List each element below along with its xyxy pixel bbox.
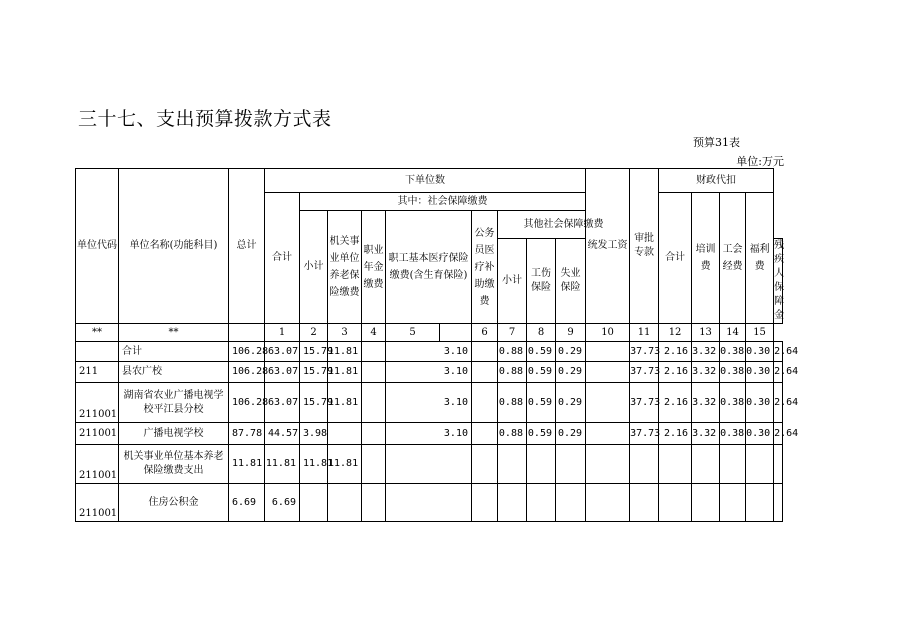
header-finance: 财政代扣 bbox=[659, 169, 774, 193]
cell-c4 bbox=[362, 342, 386, 362]
index-cell: 9 bbox=[556, 324, 586, 342]
cell-c6 bbox=[498, 484, 527, 522]
header-union: 工会经费 bbox=[720, 193, 746, 324]
index-cell: 11 bbox=[630, 324, 659, 342]
header-injury: 工伤保险 bbox=[527, 239, 556, 324]
header-other-subtotal: 小计 bbox=[498, 239, 527, 324]
cell-c2: 15.79 bbox=[300, 362, 328, 383]
index-cell: 15 bbox=[746, 324, 774, 342]
cell-name: 广播电视学校 bbox=[119, 423, 229, 445]
cell-c5 bbox=[386, 445, 472, 484]
cell-c5 bbox=[386, 484, 472, 522]
cell-name: 住房公积金 bbox=[119, 484, 229, 522]
header-lower-units: 下单位数 bbox=[265, 169, 586, 193]
cell-c5b bbox=[472, 484, 498, 522]
unit-label: 单位:万元 bbox=[736, 155, 784, 168]
index-cell: 13 bbox=[692, 324, 720, 342]
cell-c12 bbox=[692, 445, 720, 484]
cell-c5b bbox=[472, 362, 498, 383]
cell-c1: 44.57 bbox=[265, 423, 300, 445]
header-unit-code: 单位代码 bbox=[76, 169, 119, 324]
cell-c15: 2.64 bbox=[774, 362, 783, 383]
header-welfare: 福利费 bbox=[746, 193, 774, 324]
header-pension: 机关事业单位养老保险缴费 bbox=[328, 211, 362, 324]
cell-c13: 0.38 bbox=[720, 423, 746, 445]
cell-c13 bbox=[720, 484, 746, 522]
cell-total: 87.78 bbox=[229, 423, 265, 445]
cell-c8 bbox=[556, 445, 586, 484]
cell-c7 bbox=[527, 445, 556, 484]
header-social-security: 其中：社会保障缴费 bbox=[300, 193, 586, 211]
cell-c5: 3.10 bbox=[386, 342, 472, 362]
cell-c6 bbox=[498, 445, 527, 484]
cell-c5b bbox=[472, 423, 498, 445]
table-row bbox=[76, 342, 783, 362]
cell-c15: 2.64 bbox=[774, 342, 783, 362]
index-cell: 5 bbox=[386, 324, 440, 342]
header-approval: 审批专款 bbox=[630, 169, 659, 324]
cell-c14 bbox=[746, 445, 774, 484]
cell-c12: 3.32 bbox=[692, 423, 720, 445]
cell-c4 bbox=[362, 383, 386, 423]
index-cell: 8 bbox=[527, 324, 556, 342]
cell-total: 106.28 bbox=[229, 342, 265, 362]
cell-name: 机关事业单位基本养老保险缴费支出 bbox=[119, 445, 229, 484]
cell-c8: 0.29 bbox=[556, 383, 586, 423]
header-unit-name: 单位名称(功能科目) bbox=[119, 169, 229, 324]
cell-c13 bbox=[720, 445, 746, 484]
cell-c1: 6.69 bbox=[265, 484, 300, 522]
cell-c4 bbox=[362, 484, 386, 522]
cell-c8: 0.29 bbox=[556, 362, 586, 383]
cell-c14: 0.30 bbox=[746, 342, 774, 362]
cell-c3 bbox=[328, 423, 362, 445]
index-row bbox=[76, 324, 783, 342]
cell-c11 bbox=[659, 484, 692, 522]
cell-c9 bbox=[586, 383, 630, 423]
cell-c11 bbox=[659, 445, 692, 484]
cell-c9 bbox=[586, 445, 630, 484]
cell-c9 bbox=[586, 423, 630, 445]
cell-c12: 3.32 bbox=[692, 362, 720, 383]
cell-name: 合计 bbox=[119, 342, 229, 362]
cell-c11: 2.16 bbox=[659, 362, 692, 383]
cell-c8 bbox=[556, 484, 586, 522]
cell-code: 211001 bbox=[76, 484, 119, 522]
index-cell bbox=[229, 324, 265, 342]
cell-c9 bbox=[586, 484, 630, 522]
cell-c11: 2.16 bbox=[659, 342, 692, 362]
index-cell: 6 bbox=[472, 324, 498, 342]
cell-c2: 11.81 bbox=[300, 445, 328, 484]
cell-c15 bbox=[774, 484, 783, 522]
header-total: 总计 bbox=[229, 169, 265, 324]
cell-c14: 0.30 bbox=[746, 383, 774, 423]
index-cell: 3 bbox=[328, 324, 362, 342]
cell-total: 106.28 bbox=[229, 362, 265, 383]
index-cell: 1 bbox=[265, 324, 300, 342]
page-title: 三十七、支出预算拨款方式表 bbox=[78, 108, 332, 130]
cell-c14: 0.30 bbox=[746, 362, 774, 383]
cell-c12: 3.32 bbox=[692, 383, 720, 423]
cell-c10: 37.73 bbox=[630, 423, 659, 445]
header-salary: 统发工资 bbox=[586, 169, 630, 324]
table-row bbox=[76, 383, 783, 423]
index-cell: 2 bbox=[300, 324, 328, 342]
cell-c1: 63.07 bbox=[265, 362, 300, 383]
table-row bbox=[76, 423, 783, 445]
header-other-social: 其他社会保障缴费 bbox=[498, 211, 630, 239]
index-cell: 10 bbox=[586, 324, 630, 342]
cell-c15: 2.64 bbox=[774, 383, 783, 423]
header-ss-subtotal: 小计 bbox=[300, 211, 328, 324]
cell-name: 县农广校 bbox=[119, 362, 229, 383]
cell-c10: 37.73 bbox=[630, 342, 659, 362]
cell-code: 211 bbox=[76, 362, 119, 383]
cell-c9 bbox=[586, 342, 630, 362]
table-row bbox=[76, 445, 783, 484]
cell-c14 bbox=[746, 484, 774, 522]
cell-c4 bbox=[362, 445, 386, 484]
index-cell: 7 bbox=[498, 324, 527, 342]
cell-c5: 3.10 bbox=[386, 362, 472, 383]
cell-c5b bbox=[472, 445, 498, 484]
cell-code bbox=[76, 342, 119, 362]
cell-c3 bbox=[328, 484, 362, 522]
index-cell bbox=[440, 324, 472, 342]
cell-c3: 11.81 bbox=[328, 342, 362, 362]
cell-c2: 15.79 bbox=[300, 383, 328, 423]
cell-c3: 11.81 bbox=[328, 383, 362, 423]
cell-c5b bbox=[472, 342, 498, 362]
cell-c1: 11.81 bbox=[265, 445, 300, 484]
cell-c6: 0.88 bbox=[498, 383, 527, 423]
cell-c14: 0.30 bbox=[746, 423, 774, 445]
header-medical: 职工基本医疗保险缴费(含生育保险) bbox=[386, 211, 472, 324]
cell-c3: 11.81 bbox=[328, 445, 362, 484]
cell-code: 211001 bbox=[76, 445, 119, 484]
header-annuity: 职业年金缴费 bbox=[362, 211, 386, 324]
cell-c12 bbox=[692, 484, 720, 522]
cell-c7: 0.59 bbox=[527, 423, 556, 445]
cell-c5b bbox=[472, 383, 498, 423]
cell-c4 bbox=[362, 362, 386, 383]
cell-c10: 37.73 bbox=[630, 362, 659, 383]
cell-c2: 3.98 bbox=[300, 423, 328, 445]
index-cell: 14 bbox=[720, 324, 746, 342]
cell-c2 bbox=[300, 484, 328, 522]
cell-c7 bbox=[527, 484, 556, 522]
cell-c5: 3.10 bbox=[386, 423, 472, 445]
cell-c10 bbox=[630, 445, 659, 484]
cell-c6: 0.88 bbox=[498, 362, 527, 383]
cell-c13: 0.38 bbox=[720, 342, 746, 362]
cell-name: 湖南省农业广播电视学校平江县分校 bbox=[119, 383, 229, 423]
cell-total: 6.69 bbox=[229, 484, 265, 522]
header-unemployment: 失业保险 bbox=[556, 239, 586, 324]
cell-c11: 2.16 bbox=[659, 383, 692, 423]
index-cell: 4 bbox=[362, 324, 386, 342]
cell-c10: 37.73 bbox=[630, 383, 659, 423]
cell-c9 bbox=[586, 362, 630, 383]
index-cell: ** bbox=[119, 324, 229, 342]
cell-c11: 2.16 bbox=[659, 423, 692, 445]
header-fin-total: 合计 bbox=[659, 193, 692, 324]
header-civil-medical: 公务员医疗补助缴费 bbox=[472, 211, 498, 324]
table-row bbox=[76, 362, 783, 383]
table-number: 预算31表 bbox=[693, 136, 740, 149]
table-row bbox=[76, 484, 783, 522]
cell-c13: 0.38 bbox=[720, 362, 746, 383]
cell-c7: 0.59 bbox=[527, 342, 556, 362]
cell-c3: 11.81 bbox=[328, 362, 362, 383]
cell-c1: 63.07 bbox=[265, 342, 300, 362]
cell-c7: 0.59 bbox=[527, 362, 556, 383]
cell-c6: 0.88 bbox=[498, 423, 527, 445]
header-disability: 残疾人保障金 bbox=[774, 239, 783, 324]
cell-c13: 0.38 bbox=[720, 383, 746, 423]
budget-table bbox=[75, 168, 799, 522]
cell-c10 bbox=[630, 484, 659, 522]
index-cell: ** bbox=[76, 324, 119, 342]
index-cell: 12 bbox=[659, 324, 692, 342]
cell-c8: 0.29 bbox=[556, 423, 586, 445]
cell-total: 106.28 bbox=[229, 383, 265, 423]
header-subtotal: 合计 bbox=[265, 193, 300, 324]
cell-c2: 15.79 bbox=[300, 342, 328, 362]
cell-c4 bbox=[362, 423, 386, 445]
cell-code: 211001 bbox=[76, 423, 119, 445]
cell-total: 11.81 bbox=[229, 445, 265, 484]
header-training: 培训费 bbox=[692, 193, 720, 324]
cell-c7: 0.59 bbox=[527, 383, 556, 423]
cell-c15: 2.64 bbox=[774, 423, 783, 445]
cell-code: 211001 bbox=[76, 383, 119, 423]
cell-c12: 3.32 bbox=[692, 342, 720, 362]
cell-c15 bbox=[774, 445, 783, 484]
cell-c6: 0.88 bbox=[498, 342, 527, 362]
cell-c1: 63.07 bbox=[265, 383, 300, 423]
cell-c8: 0.29 bbox=[556, 342, 586, 362]
cell-c5: 3.10 bbox=[386, 383, 472, 423]
